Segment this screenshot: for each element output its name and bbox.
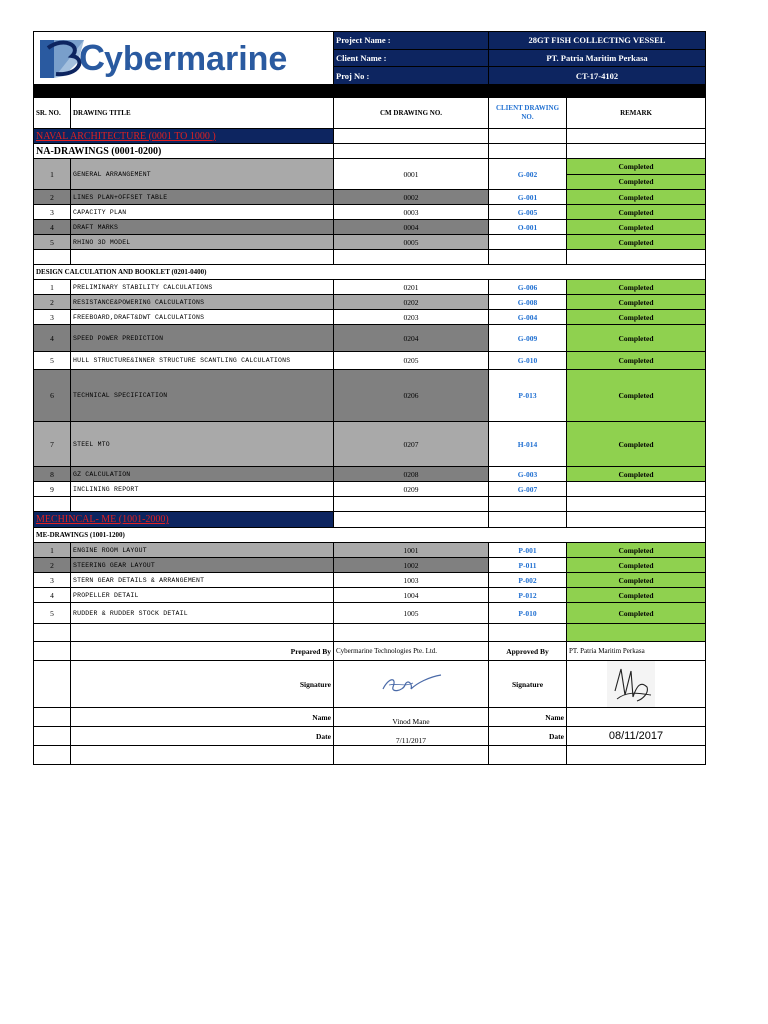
table-row: 2 LINES PLAN+OFFSET TABLE 0002 G-001 Completed xyxy=(34,190,706,205)
proj-no-label: Proj No : xyxy=(334,67,489,85)
status-badge: Completed xyxy=(567,588,706,603)
prepared-by-value: Cybermarine Technologies Pte. Ltd. xyxy=(334,642,489,661)
signature-label-prepared: Signature xyxy=(71,661,334,708)
approved-by-value: PT. Patria Maritim Perkasa xyxy=(567,642,706,661)
table-row: 9 INCLINING REPORT 0209 G-007 xyxy=(34,482,706,497)
status-badge: Completed xyxy=(567,205,706,220)
table-row: 5 RHINO 3D MODEL 0005 Completed xyxy=(34,235,706,250)
col-cm-drawing-no: CM DRAWING NO. xyxy=(334,98,489,129)
subsection-na-drawings: NA-DRAWINGS (0001-0200) xyxy=(34,144,334,159)
col-sr-no: SR. NO. xyxy=(34,98,71,129)
handwritten-signature xyxy=(379,671,443,697)
cybermarine-logo xyxy=(34,32,330,82)
section-mechanical: MECHINCAL- ME (1001-2000) xyxy=(34,512,334,528)
status-badge: Completed xyxy=(567,543,706,558)
table-row: 5 HULL STRUCTURE&INNER STRUCTURE SCANTLING CALCULATIONS 0205 G-010 Completed xyxy=(34,352,706,370)
project-name-value: 28GT FISH COLLECTING VESSEL xyxy=(489,32,706,50)
signature-label-approved: Signature xyxy=(489,661,567,708)
col-client-drawing-no: CLIENT DRAWING NO. xyxy=(489,98,567,129)
date-label-prepared: Date xyxy=(71,727,334,746)
proj-no-value: CT-17-4102 xyxy=(489,67,706,85)
date-label-approved: Date xyxy=(489,727,567,746)
table-row: 6 TECHNICAL SPECIFICATION 0206 P-013 Completed xyxy=(34,370,706,422)
status-badge: Completed xyxy=(567,573,706,588)
table-row: 5 RUDDER & RUDDER STOCK DETAIL 1005 P-010 Completed xyxy=(34,603,706,624)
table-row: 7 STEEL MTO 0207 H-014 Completed xyxy=(34,422,706,467)
table-row: 3 FREEBOARD,DRAFT&DWT CALCULATIONS 0203 G-004 Completed xyxy=(34,310,706,325)
col-remark: REMARK xyxy=(567,98,706,129)
name-value-prepared: Vinod Mane xyxy=(334,708,489,727)
col-drawing-title: DRAWING TITLE xyxy=(71,98,334,129)
subsection-me-drawings: ME-DRAWINGS (1001-1200) xyxy=(34,528,706,543)
status-badge: Completed xyxy=(567,235,706,250)
prepared-by-label: Prepared By xyxy=(71,642,334,661)
section-naval-architecture: NAVAL ARCHITECTURE (0001 TO 1000 ) xyxy=(34,129,334,144)
client-name-label: Client Name : xyxy=(334,49,489,67)
table-row: 2 RESISTANCE&POWERING CALCULATIONS 0202 G-008 Completed xyxy=(34,295,706,310)
signature-approved xyxy=(567,661,706,708)
status-badge: Completed xyxy=(567,352,706,370)
table-row: 1 ENGINE ROOM LAYOUT 1001 P-001 Completed xyxy=(34,543,706,558)
name-label-approved: Name xyxy=(489,708,567,727)
table-row: 4 PROPELLER DETAIL 1004 P-012 Completed xyxy=(34,588,706,603)
status-badge: Completed xyxy=(567,310,706,325)
signoff-table xyxy=(33,641,706,765)
status-badge: Completed xyxy=(567,159,706,175)
date-value-prepared: 7/11/2017 xyxy=(334,727,489,746)
table-row: 1 PRELIMINARY STABILITY CALCULATIONS 0201 G-006 Completed xyxy=(34,280,706,295)
company-logo xyxy=(34,32,334,85)
status-badge: Completed xyxy=(567,467,706,482)
table-row: 3 CAPACITY PLAN 0003 G-005 Completed xyxy=(34,205,706,220)
register-table xyxy=(33,31,706,642)
table-row: 3 STERN GEAR DETAILS & ARRANGEMENT 1003 P-002 Completed xyxy=(34,573,706,588)
name-label-prepared: Name xyxy=(71,708,334,727)
subsection-design-calculation: DESIGN CALCULATION AND BOOKLET (0201-0400) xyxy=(34,265,706,280)
status-badge: Completed xyxy=(567,295,706,310)
table-row: 8 GZ CALCULATION 0208 G-003 Completed xyxy=(34,467,706,482)
drawing-register-sheet xyxy=(33,31,705,765)
status-badge: Completed xyxy=(567,325,706,352)
status-badge: Completed xyxy=(567,190,706,205)
table-row: 4 SPEED POWER PREDICTION 0204 G-009 Completed xyxy=(34,325,706,352)
status-badge: Completed xyxy=(567,174,706,190)
black-divider xyxy=(34,85,706,98)
approved-by-label: Approved By xyxy=(489,642,567,661)
table-row: 1 GENERAL ARRANGEMENT 0001 G-002 Completed xyxy=(34,159,706,175)
client-name-value: PT. Patria Maritim Perkasa xyxy=(489,49,706,67)
project-name-label: Project Name : xyxy=(334,32,489,50)
status-badge: Completed xyxy=(567,220,706,235)
status-badge: Completed xyxy=(567,558,706,573)
table-row: 2 STEERING GEAR LAYOUT 1002 P-011 Completed xyxy=(34,558,706,573)
handwritten-signature xyxy=(607,661,655,707)
date-value-approved: 08/11/2017 xyxy=(567,727,706,746)
logo-letter: C xyxy=(79,37,105,78)
logo-text: ybermarine xyxy=(104,40,288,78)
status-badge: Completed xyxy=(567,280,706,295)
status-badge: Completed xyxy=(567,603,706,624)
table-row: 4 DRAFT MARKS 0004 O-001 Completed xyxy=(34,220,706,235)
signature-prepared xyxy=(334,661,489,708)
status-badge: Completed xyxy=(567,422,706,467)
status-badge: Completed xyxy=(567,370,706,422)
